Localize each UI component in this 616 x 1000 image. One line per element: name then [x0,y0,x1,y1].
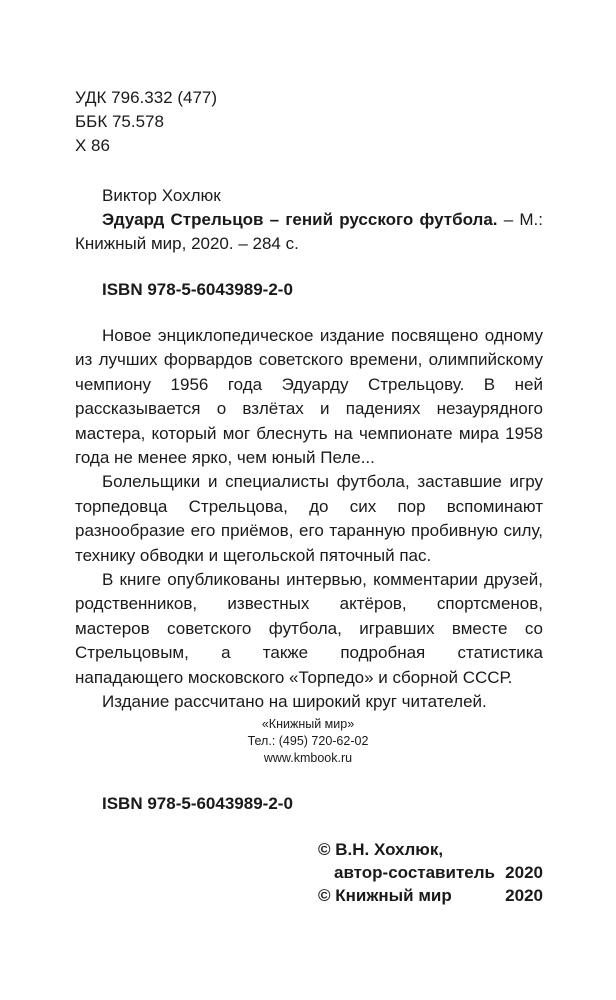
author-name: Виктор Хохлюк [102,186,221,205]
copyright-block [318,838,543,907]
copyright-publisher-row [318,884,543,907]
copyright-year: 2020 [505,863,543,882]
abstract-paragraph: Болельщики и специалисты футбола, заставшие игру торпедовца Стрельцова, до сих пор вспоминают разнообразие его приёмов, его таранную пробивную силу, технику обводки и щегольской пяточный пас. [75,472,543,565]
udk-code: УДК 796.332 (477) [75,88,218,107]
copyright-role-row [318,861,543,884]
bbk-code: ББК 75.578 [75,112,164,131]
classification-block [75,86,217,158]
copyright-author: © В.Н. Хохлюк, [318,840,444,859]
publisher-info [0,716,616,767]
book-title: Эдуард Стрельцов – гений русского футбола. [102,210,498,229]
copyright-year: 2020 [505,886,543,905]
author-mark: Х 86 [75,136,110,155]
abstract [75,324,543,715]
copyright-role: автор-составитель [334,863,495,882]
publisher-name: «Книжный мир» [261,717,355,731]
title-line [75,208,543,256]
abstract-paragraph: Новое энциклопедическое издание посвящено одному из лучших форвардов советского времени, олимпийскому чемпиону 1956 года Эдуарду Стрельцову. В ней рассказывается о взлётах и падениях незаурядного мастера, который мог блеснуть на чемпионате мира 1958 года не менее ярко, чем юный Пеле... [75,326,543,468]
isbn-top: ISBN 978-5-6043989-2-0 [102,280,293,299]
bibliographic-record [75,184,543,256]
abstract-paragraph: В книге опубликованы интервью, комментарии друзей, родственников, известных актёров, спортсменов, мастеров советского футбола, игравших вместе со Стрельцовым, а также подробная статистика нападающего московского «Торпедо» и сборной СССР. [75,570,543,687]
isbn-bottom: ISBN 978-5-6043989-2-0 [102,794,293,813]
publisher-phone: Тел.: (495) 720-62-02 [247,734,369,748]
copyright-publisher: © Книжный мир [318,886,452,905]
abstract-paragraph: Издание рассчитано на широкий круг читателей. [102,692,487,712]
publication-details: – М.: Книжный мир, 2020. – 284 с. [75,210,543,253]
publisher-website: www.kmbook.ru [263,751,353,765]
